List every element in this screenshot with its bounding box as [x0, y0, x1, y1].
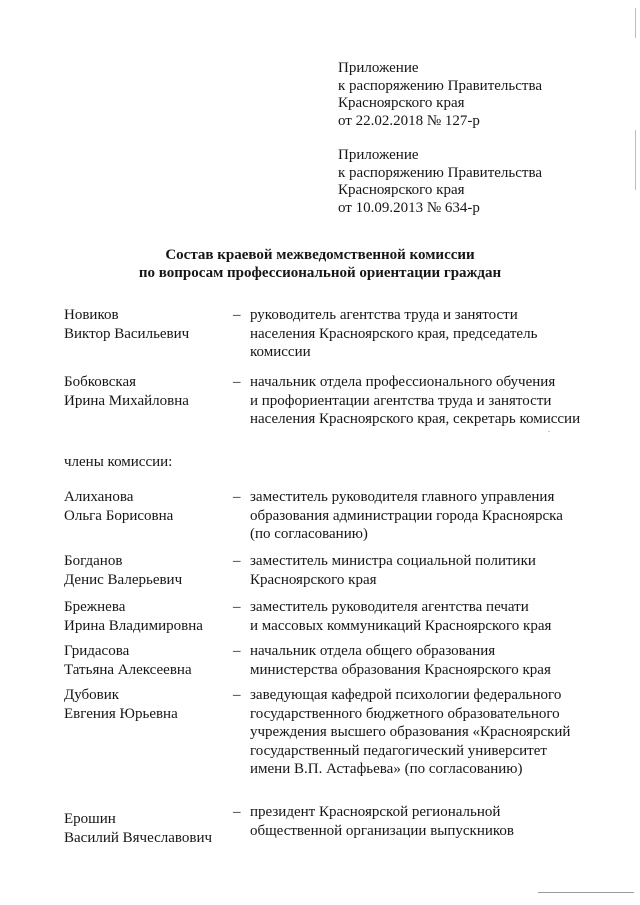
member-name	[64, 642, 192, 679]
role-line: населения Красноярского края, председатель	[250, 325, 538, 342]
member-given-names: Татьяна Алексеевна	[64, 661, 192, 678]
member-role	[250, 488, 563, 544]
member-surname: Гридасова	[64, 643, 130, 659]
member-role	[250, 598, 551, 635]
member-role	[250, 552, 536, 589]
member-role	[250, 373, 580, 429]
role-line: заведующая кафедрой психологии федерального	[250, 687, 562, 703]
role-line: президент Красноярской региональной	[250, 804, 501, 820]
entry-dash: –	[233, 804, 241, 820]
member-name	[64, 810, 212, 847]
entry-dash: –	[233, 687, 241, 703]
member-given-names: Василий Вячеславович	[64, 829, 213, 846]
member-surname: Новиков	[64, 307, 119, 323]
scan-speck	[548, 431, 550, 432]
member-name	[64, 552, 182, 589]
role-line: комиссии	[250, 344, 311, 360]
member-name	[64, 488, 173, 525]
appendix-date-number: от 10.09.2013 № 634-р	[338, 199, 480, 216]
member-surname: Ерошин	[64, 811, 116, 827]
member-name	[64, 598, 203, 635]
member-role	[250, 686, 570, 779]
role-line: государственного бюджетного образовательного	[250, 705, 560, 722]
appendix-label: Приложение	[338, 147, 419, 163]
entry-dash: –	[233, 307, 241, 323]
role-line: государственный педагогический университет	[250, 742, 547, 759]
appendix-reference: к распоряжению Правительства	[338, 77, 543, 94]
document-title	[0, 246, 640, 282]
entry-dash: –	[233, 599, 241, 615]
scan-edge-mark	[635, 8, 636, 38]
members-label: члены комиссии:	[64, 454, 173, 470]
appendix-region: Красноярского края	[338, 95, 465, 111]
member-role	[250, 642, 551, 679]
member-given-names: Ирина Владимировна	[64, 617, 203, 634]
role-line: и профориентации агентства труда и занятости	[250, 392, 552, 409]
scan-bottom-line	[538, 892, 634, 893]
appendix-label: Приложение	[338, 60, 419, 76]
appendix-reference: к распоряжению Правительства	[338, 164, 543, 181]
role-line: населения Красноярского края, секретарь комиссии	[250, 411, 581, 427]
role-line: заместитель министра социальной политики	[250, 553, 536, 569]
member-surname: Алиханова	[64, 489, 134, 505]
member-given-names: Ирина Михайловна	[64, 392, 189, 409]
member-surname: Бобковская	[64, 374, 137, 390]
member-surname: Брежнева	[64, 599, 126, 615]
role-line: Красноярского края	[250, 571, 377, 588]
role-line: заместитель руководителя главного управления	[250, 489, 555, 505]
role-line: общественной организации выпускников	[250, 822, 514, 839]
entry-dash: –	[233, 374, 241, 390]
member-role	[250, 306, 537, 362]
appendix-block-current	[338, 60, 542, 130]
role-line: руководитель агентства труда и занятости	[250, 307, 518, 323]
appendix-region: Красноярского края	[338, 182, 465, 198]
entry-dash: –	[233, 489, 241, 505]
role-line: министерства образования Красноярского края	[250, 661, 551, 678]
member-surname: Дубовик	[64, 687, 120, 703]
title-line-1: Состав краевой межведомственной комиссии	[165, 247, 475, 263]
member-name	[64, 686, 178, 723]
role-line: заместитель руководителя агентства печати	[250, 599, 529, 615]
role-line: и массовых коммуникаций Красноярского края	[250, 617, 552, 634]
role-line: имени В.П. Астафьева» (по согласованию)	[250, 761, 523, 777]
member-surname: Богданов	[64, 553, 123, 569]
role-line: начальник отдела профессионального обучения	[250, 374, 556, 390]
member-role	[250, 803, 514, 840]
member-given-names: Виктор Васильевич	[64, 325, 190, 342]
member-given-names: Евгения Юрьевна	[64, 705, 178, 722]
appendix-date-number: от 22.02.2018 № 127-р	[338, 112, 480, 129]
member-name	[64, 306, 189, 343]
role-line: (по согласованию)	[250, 526, 368, 542]
role-line: начальник отдела общего образования	[250, 643, 496, 659]
member-given-names: Денис Валерьевич	[64, 571, 183, 588]
title-line-2: по вопросам профессиональной ориентации граждан	[138, 265, 502, 281]
appendix-block-original	[338, 147, 542, 217]
member-name	[64, 373, 189, 410]
scan-edge-mark	[635, 130, 636, 190]
role-line: образования администрации города Красноярска	[250, 507, 563, 524]
entry-dash: –	[233, 553, 241, 569]
role-line: учреждения высшего образования «Красноярский	[250, 724, 571, 740]
member-given-names: Ольга Борисовна	[64, 507, 174, 524]
entry-dash: –	[233, 643, 241, 659]
